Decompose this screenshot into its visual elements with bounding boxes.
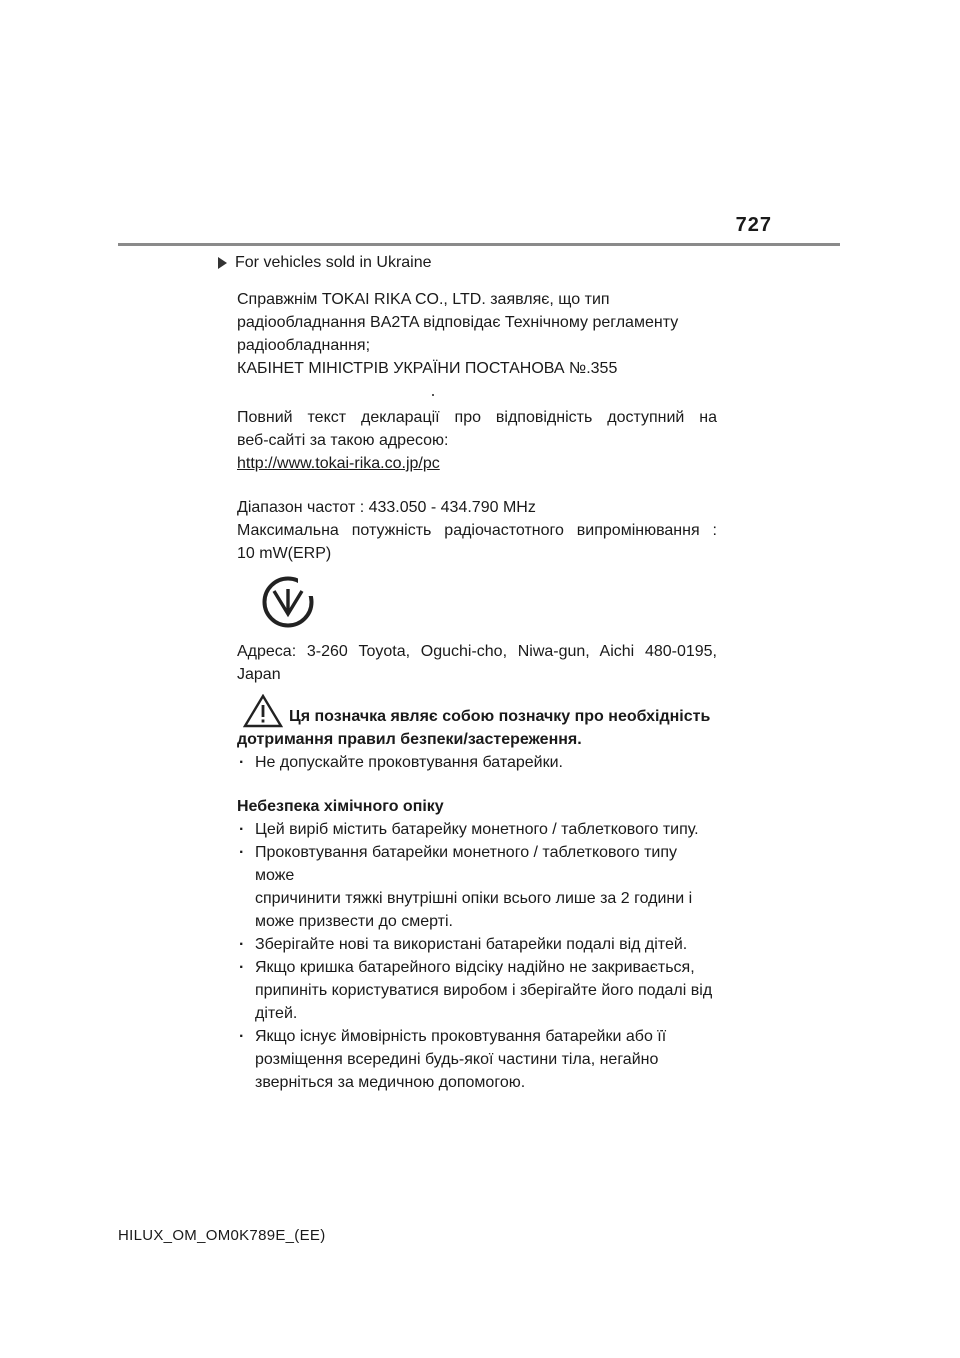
list-item-line: зверніться за медичною допомогою. — [255, 1074, 526, 1091]
warning-line: Ця позначка являє собою позначку про необхідність — [289, 708, 711, 725]
declaration-line: радіообладнання; — [237, 337, 371, 354]
declaration-block — [237, 288, 717, 380]
declaration-line: КАБІНЕТ МІНІСТРІВ УКРАЇНИ ПОСТАНОВА №.355 — [237, 360, 618, 377]
footer-document-code: HILUX_OM_OM0K789E_(EE) — [118, 1227, 326, 1244]
list-item-line: може призвести до смерті. — [255, 913, 453, 930]
list-item — [237, 818, 717, 841]
warning-triangle-icon — [243, 694, 283, 728]
full-text-block — [237, 406, 717, 475]
section-heading-text: For vehicles sold in Ukraine — [235, 254, 432, 271]
frequency-block — [237, 496, 717, 565]
list-item-line: · Проковтування батарейки монетного / таблеткового типу може — [255, 844, 677, 884]
list-item-line: дітей. — [255, 1005, 298, 1022]
max-power-line: Максимальна потужність радіочастотного випромінювання : — [237, 522, 717, 539]
list-item-line: розміщення всередині будь-якої частини тіла, негайно — [255, 1051, 659, 1068]
list-item — [237, 1025, 717, 1094]
ukraine-conformity-mark-icon — [258, 572, 318, 632]
list-item — [237, 841, 717, 933]
section-heading — [218, 254, 432, 272]
full-text-line: веб-сайті за такою адресою: — [237, 432, 449, 449]
full-text-line: Повний текст декларації про відповідність доступний на — [237, 409, 717, 426]
max-power-value: 10 mW(ERP) — [237, 545, 332, 562]
chemical-burn-title: Небезпека хімічного опіку — [237, 798, 444, 815]
list-item-line: · Цей виріб містить батарейку монетного / таблеткового типу. — [255, 821, 699, 838]
address-line: Japan — [237, 666, 281, 683]
chemical-burn-block — [237, 795, 717, 1094]
list-item-line: припиніть користуватися виробом і зберігайте його подалі від — [255, 982, 713, 999]
frequency-range: Діапазон частот : 433.050 - 434.790 MHz — [237, 499, 536, 516]
address-block — [237, 640, 717, 686]
triangle-bullet-icon — [218, 257, 227, 269]
declaration-url-link[interactable]: http://www.tokai-rika.co.jp/pc — [237, 455, 440, 472]
page-number: 727 — [735, 214, 772, 236]
list-item-line: спричинити тяжкі внутрішні опіки всього лише за 2 години і — [255, 890, 693, 907]
warning-bullet: · Не допускайте проковтування батарейки. — [237, 751, 717, 774]
header-rule — [118, 243, 840, 246]
warning-block — [237, 694, 717, 774]
list-item-line: · Якщо кришка батарейного відсіку надійно не закривається, — [255, 959, 695, 976]
dot-mark — [432, 394, 434, 396]
list-item — [237, 956, 717, 1025]
list-item-line: · Якщо існує ймовірність проковтування батарейки або її — [255, 1028, 667, 1045]
declaration-line: радіообладнання BA2TA відповідає Технічному регламенту — [237, 314, 679, 331]
declaration-line: Справжнім TOKAI RIKA CO., LTD. заявляє, що тип — [237, 291, 610, 308]
list-item — [237, 933, 717, 956]
warning-line: дотримання правил безпеки/застереження. — [237, 731, 582, 748]
list-item-line: · Зберігайте нові та використані батарейки подалі від дітей. — [255, 936, 688, 953]
address-line: Адреса: 3-260 Toyota, Oguchi-cho, Niwa-gun, Aichi 480-0195, — [237, 643, 717, 660]
